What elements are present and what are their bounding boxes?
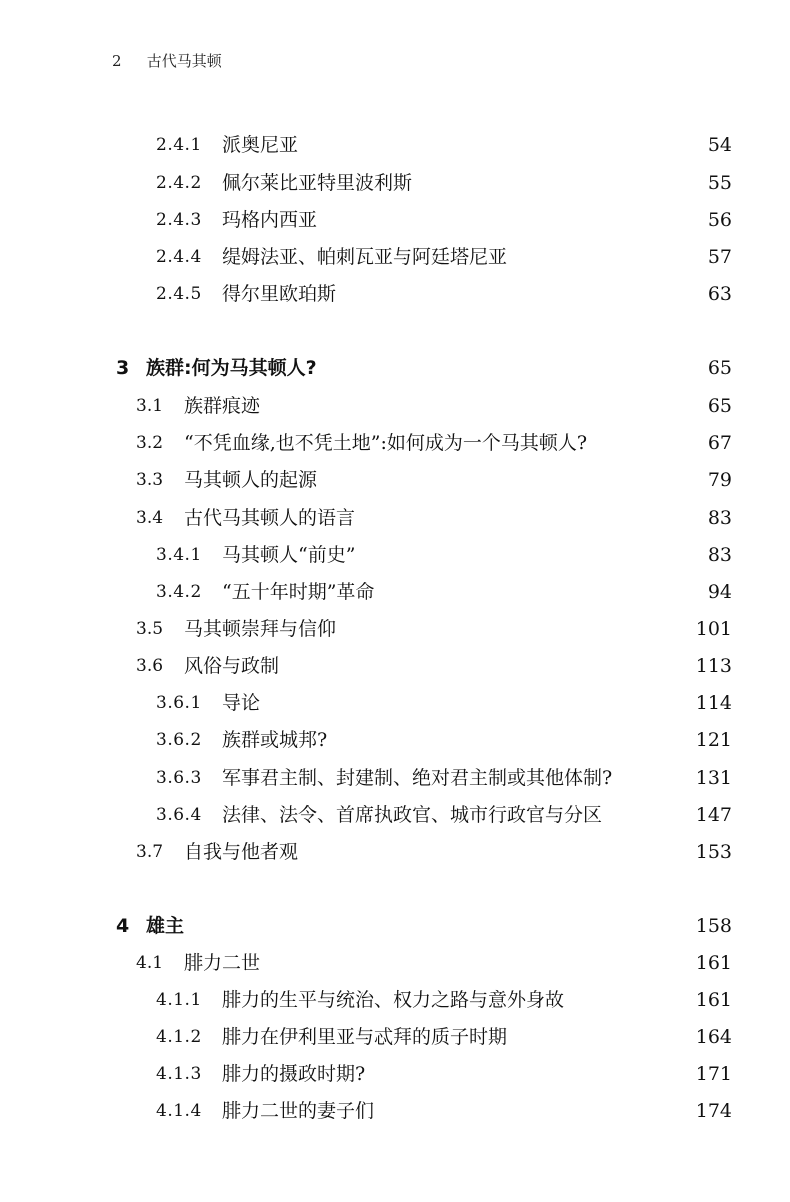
toc-entry-title: 缇姆法亚、帕刺瓦亚与阿廷塔尼亚 [222, 246, 508, 268]
toc-entry-page: 57 [707, 246, 732, 268]
toc-entry [0, 577, 790, 607]
toc-entry-num: 3.6.3 [156, 768, 202, 788]
toc-entry-title: 古代马其顿人的语言 [184, 507, 356, 529]
toc-entry [0, 242, 790, 272]
toc-entry [0, 651, 790, 681]
toc-entry [0, 428, 790, 458]
toc-entry-title: 军事君主制、封建制、绝对君主制或其他体制? [222, 767, 613, 789]
toc-entry-num: 3.6 [136, 656, 164, 676]
toc-entry-page: 65 [707, 357, 732, 379]
running-head [112, 50, 222, 71]
toc-entry-page: 83 [707, 507, 732, 529]
toc-entry-page: 94 [707, 581, 732, 603]
toc-entry-page: 79 [707, 469, 732, 491]
toc-entry [0, 465, 790, 495]
toc-entry-page: 164 [695, 1026, 732, 1048]
toc-entry [0, 391, 790, 421]
toc-entry [0, 985, 790, 1015]
toc-entry-title: 法律、法令、首席执政官、城市行政官与分区 [222, 804, 603, 826]
toc-entry-title: 导论 [222, 692, 261, 714]
toc-entry-title: 风俗与政制 [184, 655, 280, 677]
toc-entry-title: 腓力在伊利里亚与忒拜的质子时期 [222, 1026, 508, 1048]
toc-entry [0, 130, 790, 160]
toc-entry [0, 205, 790, 235]
toc-entry-title: 马其顿崇拜与信仰 [184, 618, 337, 640]
toc-entry-page: 174 [695, 1100, 732, 1122]
running-head-title: 古代马其顿 [146, 52, 222, 70]
toc-entry [0, 837, 790, 867]
toc-entry-page: 83 [707, 544, 732, 566]
toc-entry-num: 3.6.2 [156, 730, 202, 750]
toc-entry-num: 4.1.4 [156, 1101, 202, 1121]
toc-entry-num: 3.2 [136, 433, 164, 453]
toc-entry-title: “五十年时期”革命 [222, 581, 375, 603]
toc-entry [0, 168, 790, 198]
toc-entry [0, 725, 790, 755]
toc-entry-page: 158 [695, 915, 732, 937]
toc-entry-page: 171 [695, 1063, 732, 1085]
toc-entry-title: 派奥尼亚 [222, 134, 299, 156]
toc-entry [0, 1022, 790, 1052]
toc-entry-num: 3.1 [136, 396, 164, 416]
toc-entry-title: “不凭血缘,也不凭土地”:如何成为一个马其顿人? [184, 432, 588, 454]
toc-entry-num: 3.5 [136, 619, 164, 639]
toc-entry-page: 101 [695, 618, 732, 640]
toc-entry-page: 161 [695, 989, 732, 1011]
toc-entry [0, 1096, 790, 1126]
toc-entry-num: 2.4.1 [156, 135, 202, 155]
toc-entry-title: 马其顿人的起源 [184, 469, 318, 491]
toc-entry-page: 54 [707, 134, 732, 156]
toc-entry-title: 佩尔莱比亚特里波利斯 [222, 172, 413, 194]
toc-entry-title: 族群:何为马其顿人? [146, 357, 317, 379]
toc-entry-num: 3.4 [136, 508, 164, 528]
toc-entry-num: 3.7 [136, 842, 164, 862]
toc-entry-page: 147 [695, 804, 732, 826]
toc-entry-num: 3.6.4 [156, 805, 202, 825]
toc-entry-num: 2.4.5 [156, 284, 202, 304]
toc-entry-title: 族群痕迹 [184, 395, 261, 417]
toc-entry-num: 3.4.2 [156, 582, 202, 602]
toc-entry-page: 55 [707, 172, 732, 194]
toc-entry-num: 3 [116, 357, 130, 379]
toc-entry [0, 800, 790, 830]
toc-chapter-entry [0, 911, 790, 941]
toc-entry-title: 自我与他者观 [184, 841, 299, 863]
toc-entry-num: 4.1 [136, 953, 164, 973]
toc-entry-page: 113 [695, 655, 732, 677]
toc-entry-page: 63 [707, 283, 732, 305]
toc-entry-title: 族群或城邦? [222, 729, 328, 751]
toc-entry [0, 540, 790, 570]
toc-entry-num: 2.4.3 [156, 210, 202, 230]
toc-entry-num: 4 [116, 915, 130, 937]
toc-entry-page: 65 [707, 395, 732, 417]
toc-entry-title: 雄主 [146, 915, 185, 937]
toc-chapter-entry [0, 353, 790, 383]
toc-entry-title: 马其顿人“前史” [222, 544, 356, 566]
toc-entry-num: 2.4.4 [156, 247, 202, 267]
toc-entry-page: 131 [695, 767, 732, 789]
toc-entry-title: 腓力二世的妻子们 [222, 1100, 375, 1122]
toc-entry [0, 763, 790, 793]
toc-entry-num: 4.1.3 [156, 1064, 202, 1084]
toc-entry-num: 3.3 [136, 470, 164, 490]
toc-entry [0, 688, 790, 718]
toc-entry-page: 114 [695, 692, 732, 714]
toc-entry-page: 56 [707, 209, 732, 231]
toc-entry-page: 67 [707, 432, 732, 454]
toc-entry-title: 腓力的生平与统治、权力之路与意外身故 [222, 989, 565, 1011]
toc-entry-num: 4.1.1 [156, 990, 202, 1010]
toc-entry-title: 腓力二世 [184, 952, 261, 974]
toc-entry [0, 948, 790, 978]
page-number: 2 [112, 52, 122, 70]
toc-entry-title: 得尔里欧珀斯 [222, 283, 337, 305]
toc-entry [0, 279, 790, 309]
toc-entry-title: 玛格内西亚 [222, 209, 318, 231]
toc-entry [0, 503, 790, 533]
toc-entry-page: 121 [695, 729, 732, 751]
toc-entry [0, 614, 790, 644]
toc-entry-num: 3.4.1 [156, 545, 202, 565]
toc-entry-page: 161 [695, 952, 732, 974]
toc-entry-title: 腓力的摄政时期? [222, 1063, 366, 1085]
toc-entry-num: 3.6.1 [156, 693, 202, 713]
toc-entry [0, 1059, 790, 1089]
toc-entry-num: 2.4.2 [156, 173, 202, 193]
toc-entry-num: 4.1.2 [156, 1027, 202, 1047]
toc-entry-page: 153 [695, 841, 732, 863]
